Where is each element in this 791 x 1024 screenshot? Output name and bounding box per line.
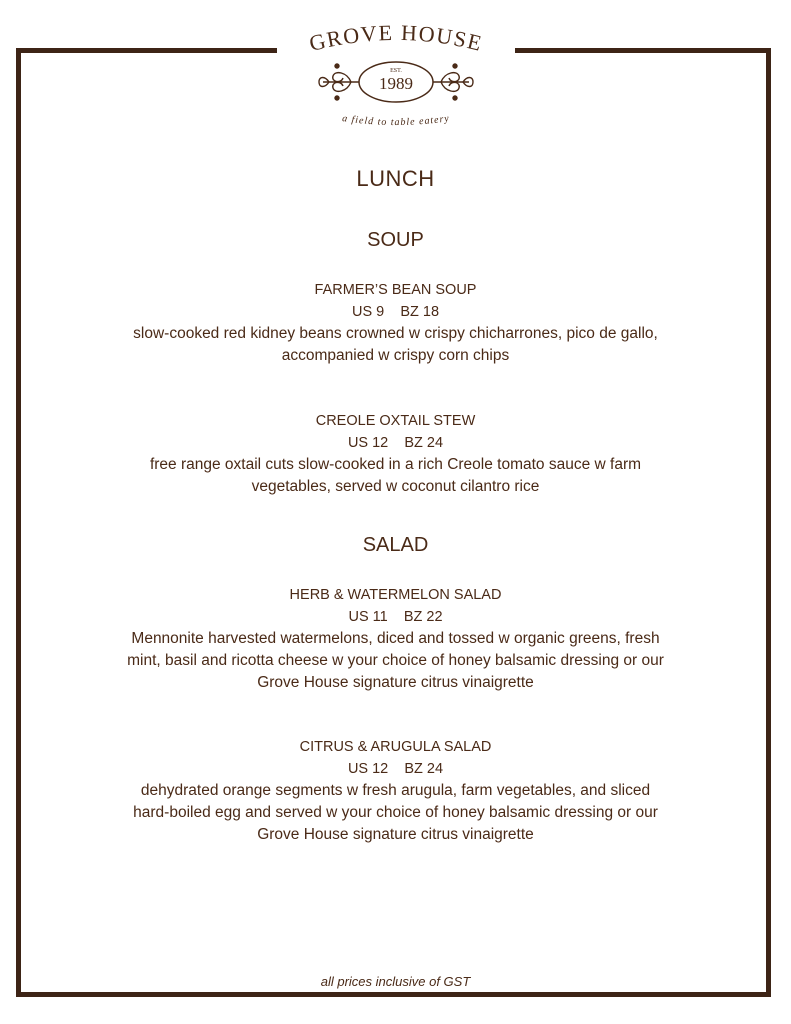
menu-item	[0, 279, 791, 367]
grove-house-logo	[277, 20, 515, 138]
item-name: CITRUS & ARUGULA SALAD	[299, 739, 492, 755]
item-description	[96, 780, 696, 846]
item-description	[96, 628, 696, 694]
item-name: FARMER’S BEAN SOUP	[314, 282, 477, 298]
est-label: EST.	[390, 68, 402, 74]
description-line: Grove House signature citrus vinaigrette	[257, 826, 534, 843]
description-line: mint, basil and ricotta cheese w your choice of honey balsamic dressing or our	[127, 652, 664, 669]
item-description	[96, 323, 696, 367]
item-name: HERB & WATERMELON SALAD	[289, 587, 502, 603]
description-line: vegetables, served w coconut cilantro rice	[251, 478, 540, 495]
section-title-salad: SALAD	[362, 534, 429, 556]
menu-item	[0, 584, 791, 694]
est-year: 1989	[379, 74, 413, 93]
item-price: US 12 BZ 24	[347, 761, 444, 777]
description-line: free range oxtail cuts slow-cooked in a rich Creole tomato sauce w farm	[149, 456, 642, 473]
footer-note: all prices inclusive of GST	[320, 974, 471, 989]
description-line: accompanied w crispy corn chips	[281, 347, 510, 364]
description-line: hard-boiled egg and served w your choice of honey balsamic dressing or our	[133, 804, 658, 821]
item-price: US 9 BZ 18	[351, 304, 440, 320]
section-title-soup: SOUP	[367, 229, 424, 251]
menu-title: LUNCH	[356, 166, 435, 191]
item-name: CREOLE OXTAIL STEW	[315, 413, 476, 429]
description-line: dehydrated orange segments w fresh arugula, farm vegetables, and sliced	[140, 782, 651, 799]
brand-name: GROVE HOUSE	[306, 20, 486, 57]
left-flourish-ornament	[319, 64, 359, 100]
description-line: slow-cooked red kidney beans crowned w crispy chicharrones, pico de gallo,	[133, 325, 658, 342]
right-flourish-ornament	[433, 64, 473, 100]
brand-tagline: a field to table eatery	[341, 113, 451, 129]
description-line: Grove House signature citrus vinaigrette	[257, 674, 534, 691]
menu-item	[0, 410, 791, 498]
item-price: US 11 BZ 22	[348, 609, 443, 625]
logo-graphic	[277, 20, 515, 138]
description-line: Mennonite harvested watermelons, diced and tossed w organic greens, fresh	[131, 630, 660, 647]
menu-item	[0, 736, 791, 846]
item-description	[96, 454, 696, 498]
item-price: US 12 BZ 24	[347, 435, 444, 451]
